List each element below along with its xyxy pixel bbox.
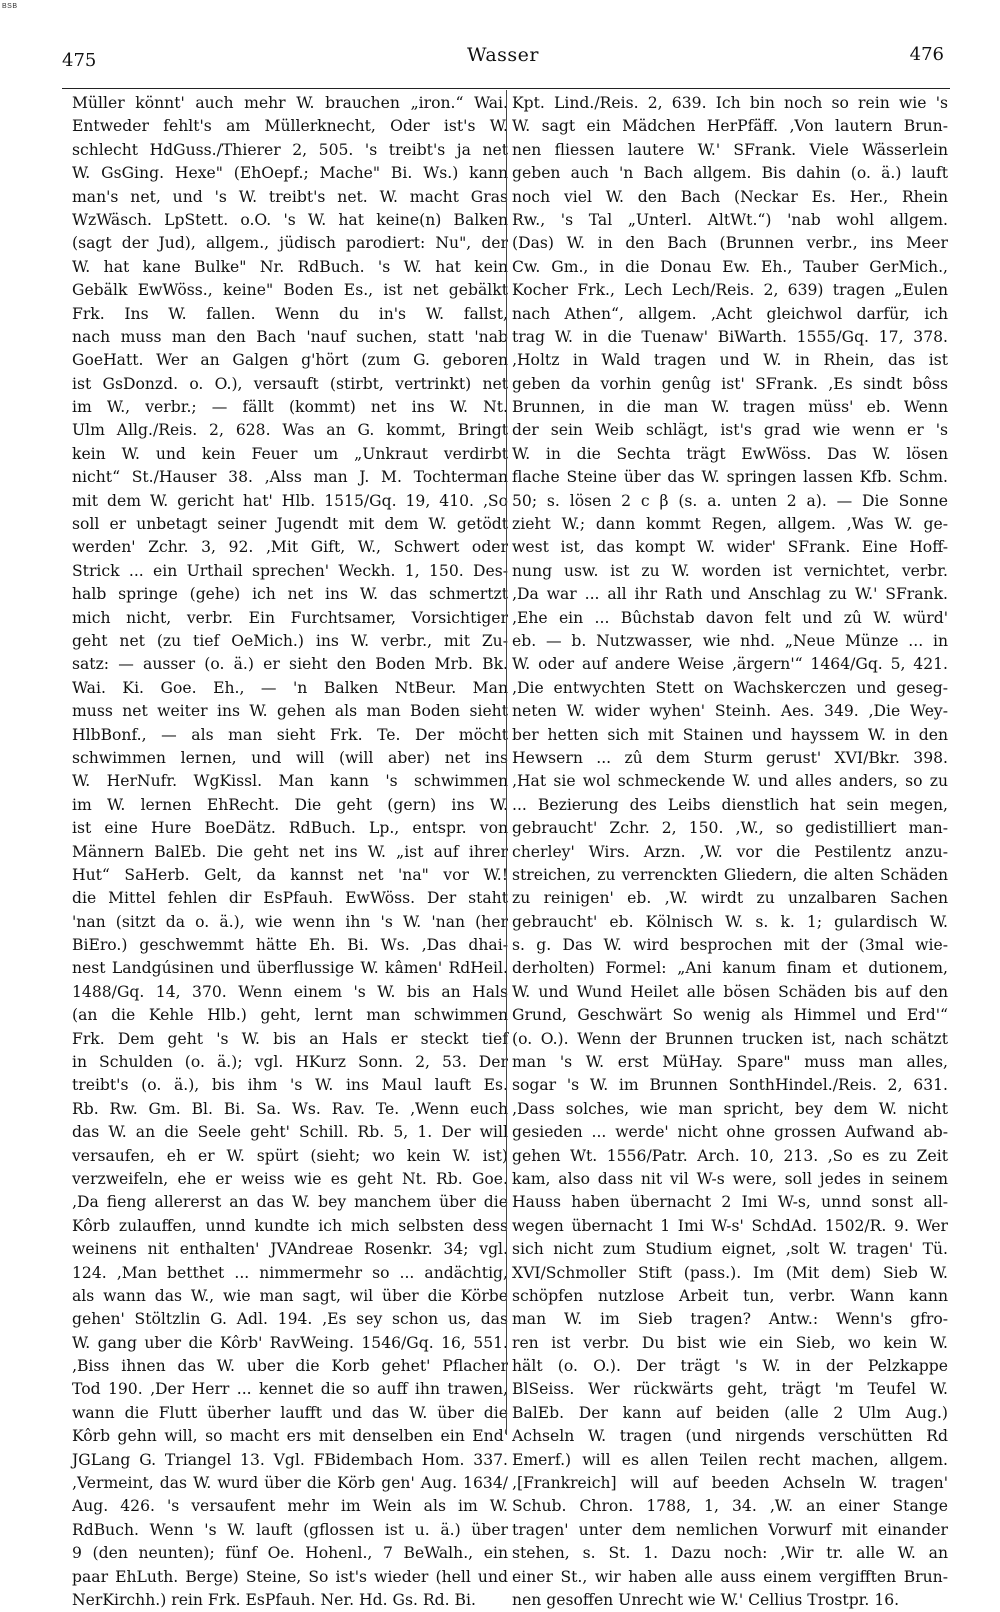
text-line: 9 (den neunten); fünf Oe. Hohenl., 7 BeWalh., ein	[72, 1544, 508, 1563]
text-line: (Das) W. in den Bach (Brunnen verbr., ins Meer	[512, 234, 948, 253]
text-line: W. hat kane Bulke" Nr. RdBuch. 's W. hat kein	[72, 257, 508, 276]
text-line: geht net (zu tief OeMich.) ins W. verbr., mit Zu-	[72, 631, 508, 650]
right-column	[512, 92, 948, 1609]
text-line: im W., verbr.; — fällt (kommt) net ins W. Nt.	[72, 398, 508, 417]
text-line: 124. ‚Man betthet ... nimmermehr so ... andächtig,	[72, 1263, 508, 1282]
text-line: trag W. in die Tuenaw' BiWarth. 1555/Gq. 17, 378.	[512, 327, 948, 346]
text-line: eb. — b. Nutzwasser, wie nhd. „Neue Münze ... in	[512, 631, 948, 650]
text-line: gehen Wt. 1556/Patr. Arch. 10, 213. ‚So es zu Zeit	[512, 1146, 948, 1165]
text-line: Schub. Chron. 1788, 1, 34. ‚W. an einer Stange	[512, 1497, 948, 1516]
text-line: ist eine Hure BoeDätz. RdBuch. Lp., entspr. von	[72, 819, 508, 838]
text-line: nung usw. ist zu W. worden ist vernichtet, verbr.	[512, 561, 948, 580]
text-line: zu reinigen' eb. ‚W. wirdt zu unzalbaren Sachen	[512, 889, 948, 908]
text-line: noch viel W. den Bach (Neckar Es. Her., Rhein	[512, 187, 948, 206]
text-line: geben da vorhin genûg ist' SFrank. ‚Es sindt bôss	[512, 374, 948, 393]
text-line: halb springe (gehe) ich net ins W. das schmertzt	[72, 585, 508, 604]
text-line: GoeHatt. Wer an Galgen g'hört (zum G. geboren	[72, 351, 508, 370]
text-line: Achseln W. tragen (und nirgends verschütten Rd	[512, 1427, 948, 1446]
text-line: Rb. Rw. Gm. Bl. Bi. Sa. Ws. Rav. Te. ‚Wenn euch	[72, 1099, 508, 1118]
text-line: ‚Da fieng allererst an das W. bey manchem über die	[72, 1193, 508, 1212]
text-line: in Schulden (o. ä.); vgl. HKurz Sonn. 2, 53. Der	[72, 1053, 508, 1072]
text-line: Gebälk EwWöss., keine" Boden Es., ist net gebälkt	[72, 281, 508, 300]
text-line: Kocher Frk., Lech Lech/Reis. 2, 639) tragen „Eulen	[512, 281, 948, 300]
text-line: Rw., 's Tal „Unterl. AltWt.“) 'nab wohl allgem.	[512, 210, 948, 229]
text-line: sogar 's W. im Brunnen SonthHindel./Reis. 2, 631.	[512, 1076, 948, 1095]
text-line: neten W. wider wyhen' Steinh. Aes. 349. ‚Die Wey-	[512, 702, 948, 721]
text-line: Männern BalEb. Die geht net ins W. „ist auf ihrer	[72, 842, 508, 861]
text-line: BiEro.) geschwemmt hätte Eh. Bi. Ws. ‚Das dhai-	[72, 936, 508, 955]
text-line: BalEb. Der kann auf beiden (alle 2 Ulm Aug.)	[512, 1403, 948, 1422]
text-line: kam, also dass nit vil W-s were, soll jedes in seinem	[512, 1169, 948, 1188]
text-line: gebraucht' Zchr. 2, 150. ‚W., so gedistilliert man-	[512, 819, 948, 838]
text-line: nach Athen“, allgem. ‚Acht gleichwol darfür, ich	[512, 304, 948, 323]
text-line: man's net, und 's W. treibt's net. W. macht Gras	[72, 187, 508, 206]
text-line: ‚Dass solches, wie man spricht, bey dem W. nicht	[512, 1099, 948, 1118]
text-line: Kpt. Lind./Reis. 2, 639. Ich bin noch so rein wie 's	[512, 94, 948, 112]
text-line: mit dem W. gericht hat' Hlb. 1515/Gq. 19, 410. ‚So	[72, 491, 508, 510]
text-line: kein W. und kein Feuer um „Unkraut verdirbt	[72, 444, 508, 463]
text-line: Aug. 426. 's versaufent mehr im Wein als im W.	[72, 1497, 508, 1516]
text-line: ‚Holtz in Wald tragen und W. in Rhein, das ist	[512, 351, 948, 370]
page-number-left: 475	[62, 50, 97, 71]
page-number-right: 476	[909, 44, 944, 65]
text-line: W. gang uber die Kôrb' RavWeing. 1546/Gq. 16, 551.	[72, 1333, 508, 1352]
text-line: WzWäsch. LpStett. o.O. 's W. hat keine(n) Balken	[72, 210, 508, 229]
text-line: satz: — ausser (o. ä.) er sieht den Boden Mrb. Bk.	[72, 655, 508, 674]
text-line: als wann das W., wie man sagt, wil über die Körbe	[72, 1286, 508, 1305]
text-line: ist GsDonzd. o. O.), versauft (stirbt, vertrinkt) net	[72, 374, 508, 393]
text-line: Hauss haben übernacht 2 Imi W-s, unnd sonst all-	[512, 1193, 948, 1212]
text-line: 50; s. lösen 2 c β (s. a. unten 2 a). — Die Sonne	[512, 491, 948, 510]
text-line: weinens nit enthalten' JVAndreae Rosenkr. 34; vgl.	[72, 1240, 508, 1259]
header-rule	[62, 88, 950, 89]
column-divider	[506, 90, 507, 1435]
text-line: ... Bezierung des Leibs dienstlich hat sein megen,	[512, 795, 948, 814]
text-line: muss net weiter ins W. gehen als man Boden sieht	[72, 702, 508, 721]
text-line: das W. an die Seele geht' Schill. Rb. 5, 1. Der will	[72, 1123, 508, 1142]
text-line: (sagt der Jud), allgem., jüdisch parodiert: Nu", der	[72, 234, 508, 253]
text-line: W. GsGing. Hexe" (EhOepf.; Mache" Bi. Ws.) kann	[72, 164, 508, 183]
text-line: ‚[Frankreich] will auf beeden Achseln W. tragen'	[512, 1474, 948, 1493]
text-line: soll er unbetagt seiner Jugendt mit dem W. getödt	[72, 515, 508, 534]
text-line: einer St., wir haben alle auss einem vergifften Brun-	[512, 1567, 948, 1586]
text-line: Entweder fehlt's am Müllerknecht, Oder ist's W.	[72, 117, 508, 136]
text-line: geben auch 'n Bach allgem. Bis dahin (o. ä.) lauft	[512, 164, 948, 183]
text-line: derholten) Formel: „Ani kanum finam et dutionem,	[512, 959, 948, 978]
text-line: im W. lernen EhRecht. Die geht (gern) ins W.	[72, 795, 508, 814]
text-line: Hut“ SaHerb. Gelt, da kannst net 'na" vor W.!	[72, 865, 508, 884]
text-line: Emerf.) will es allen Teilen recht machen, allgem.	[512, 1450, 948, 1469]
text-line: stehen, s. St. 1. Dazu noch: ‚Wir tr. alle W. an	[512, 1544, 948, 1563]
library-watermark: BSB	[2, 3, 18, 10]
text-line: Brunnen, in die man W. tragen müss' eb. Wenn	[512, 398, 948, 417]
text-line: Frk. Ins W. fallen. Wenn du in's W. fallst,	[72, 304, 508, 323]
text-line: gehen' Stöltzlin G. Adl. 194. ‚Es sey schon us, das	[72, 1310, 508, 1329]
text-line: versaufen, eh er W. spürt (sieht; wo kein W. ist)	[72, 1146, 508, 1165]
text-line: verzweifeln, ehe er weiss wie es geht Nt. Rb. Goe.	[72, 1169, 508, 1188]
text-line: Frk. Dem geht 's W. bis an Hals er steckt tief	[72, 1029, 508, 1048]
text-line: W. HerNufr. WgKissl. Man kann 's schwimmen	[72, 772, 508, 791]
text-line: man 's W. erst MüHay. Spare" muss man alles,	[512, 1053, 948, 1072]
text-line: W. oder auf andere Weise ‚ärgern'“ 1464/Gq. 5, 421.	[512, 655, 948, 674]
text-line: paar EhLuth. Berge) Steine, So ist's wieder (hell und	[72, 1567, 508, 1586]
text-line: werden' Zchr. 3, 92. ‚Mit Gift, W., Schwert oder	[72, 538, 508, 557]
page-header	[62, 42, 944, 82]
text-line: Hewsern ... zû dem Sturm gerust' XVI/Bkr. 398.	[512, 748, 948, 767]
text-line: NerKirchh.) rein Frk. EsPfauh. Ner. Hd. Gs. Rd. Bi.	[72, 1591, 476, 1609]
text-line: ‚Die entwychten Stett on Wachskerczen und geseg-	[512, 678, 948, 697]
text-line: W. und Wund Heilet alle bösen Schäden bis auf den	[512, 982, 948, 1001]
text-line: gesieden ... werde' nicht ohne grossen Aufwand ab-	[512, 1123, 948, 1142]
text-line: W. sagt ein Mädchen HerPfäff. ‚Von lautern Brun-	[512, 117, 948, 136]
text-line: man W. im Sieb tragen? Antw.: Wenn's gfro-	[512, 1310, 948, 1329]
text-line: tragen' unter dem nemlichen Vorwurf mit einander	[512, 1520, 948, 1539]
text-line: Müller könnt' auch mehr W. brauchen „iron.“ Wai.	[72, 94, 508, 112]
text-line: treibt's (o. ä.), bis ihm 's W. ins Maul lauft Es.	[72, 1076, 508, 1095]
text-line: ren ist verbr. Du bist wie ein Sieb, wo kein W.	[512, 1333, 948, 1352]
text-line: Kôrb gehn will, so macht ers mit denselben ein End'	[72, 1427, 508, 1446]
text-line: flache Steine über das W. springen lassen Kfb. Schm.	[512, 468, 948, 487]
text-line: schwimmen lernen, und will (will aber) net ins	[72, 748, 508, 767]
text-line: nest Landgúsinen und überflussige W. kâmen' RdHeil.	[72, 959, 508, 978]
text-line: (o. O.). Wenn der Brunnen trucken ist, nach schätzt	[512, 1029, 948, 1048]
text-line: gebraucht' eb. Kölnisch W. s. k. 1; gulardisch W.	[512, 912, 948, 931]
text-line: schöpfen nutzlose Arbeit tun, verbr. Wann kann	[512, 1286, 948, 1305]
text-line: west ist, das kompt W. wider' SFrank. Eine Hoff-	[512, 538, 948, 557]
text-line: hält (o. O.). Der trägt 's W. in der Pelzkappe	[512, 1357, 948, 1376]
text-line: HlbBonf., — als man sieht Frk. Te. Der möcht	[72, 725, 508, 744]
left-column	[72, 92, 508, 1609]
text-line: s. g. Das W. wird besprochen mit der (3mal wie-	[512, 936, 948, 955]
text-line: Kôrb zulauffen, unnd kundte ich mich selbsten dess	[72, 1216, 508, 1235]
text-line: BlSeiss. Wer rückwärts geht, trägt 'm Teufel W.	[512, 1380, 948, 1399]
text-line: ‚Da war ... all ihr Rath und Anschlag zu W.' SFrank.	[512, 585, 948, 604]
text-line: Tod 190. ‚Der Herr ... kennet die so auff ihn trawen,	[72, 1380, 508, 1399]
text-line: schlecht HdGuss./Thierer 2, 505. 's treibt's ja net	[72, 140, 508, 159]
text-line: W. in die Sechta trägt EwWöss. Das W. lösen	[512, 444, 948, 463]
text-line: ‚Hat sie wol schmeckende W. und alles anders, so zu	[512, 772, 948, 791]
text-line: Grund, Geschwärt So wenig als Himmel und Erd'“	[512, 1006, 948, 1025]
text-line: ber hetten sich mit Stainen und hayssem W. in den	[512, 725, 948, 744]
text-line: cherley' Wirs. Arzn. ‚W. vor die Pestilentz anzu-	[512, 842, 948, 861]
text-line: (an die Kehle Hlb.) geht, lernt man schwimmen	[72, 1006, 508, 1025]
text-line: nicht“ St./Hauser 38. ‚Alss man J. M. Tochterman	[72, 468, 508, 487]
text-line: der sein Weib schlägt, ist's grad wie wenn er 's	[512, 421, 948, 440]
text-line: wegen übernacht 1 Imi W-s' SchdAd. 1502/R. 9. Wer	[512, 1216, 948, 1235]
text-line: sich nicht zum Studium eignet, ‚solt W. tragen' Tü.	[512, 1240, 948, 1259]
text-line: Ulm Allg./Reis. 2, 628. Was an G. kommt, Bringt	[72, 421, 508, 440]
text-line: ‚Biss ihnen das W. uber die Korb gehet' Pflacher	[72, 1357, 508, 1376]
text-line: Wai. Ki. Goe. Eh., — 'n Balken NtBeur. Man	[72, 678, 508, 697]
text-line: 'nan (sitzt da o. ä.), wie wenn ihn 's W. 'nan (her	[72, 912, 508, 931]
text-line: ‚Vermeint, das W. wurd über die Körb gen' Aug. 1634/	[72, 1474, 508, 1493]
text-line: XVI/Schmoller Stift (pass.). Im (Mit dem) Sieb W.	[512, 1263, 948, 1282]
text-line: RdBuch. Wenn 's W. lauft (gflossen ist u. ä.) über	[72, 1520, 508, 1539]
text-line: nach muss man den Bach 'nauf suchen, statt 'nab	[72, 327, 508, 346]
running-headword: Wasser	[466, 44, 540, 66]
text-line: Cw. Gm., in die Donau Ew. Eh., Tauber GerMich.,	[512, 257, 948, 276]
text-line: 1488/Gq. 14, 370. Wenn einem 's W. bis an Hals	[72, 982, 508, 1001]
text-line: streichen, zu verrenckten Gliedern, die alten Schäden	[512, 865, 948, 884]
text-line: Strick ... ein Urthail sprechen' Weckh. 1, 150. Des-	[72, 561, 508, 580]
text-line: JGLang G. Triangel 13. Vgl. FBidembach Hom. 337.	[72, 1450, 508, 1469]
text-line: mich nicht, verbr. Ein Furchtsamer, Vorsichtiger	[72, 608, 508, 627]
text-line: nen fliessen lautere W.' SFrank. Viele Wässerlein	[512, 140, 948, 159]
text-line: die Mittel fehlen dir EsPfauh. EwWöss. Der staht	[72, 889, 508, 908]
text-line: nen gesoffen Unrecht wie W.' Cellius Trostpr. 16.	[512, 1591, 900, 1609]
text-line: zieht W.; dann kommt Regen, allgem. ‚Was W. ge-	[512, 515, 948, 534]
text-line: ‚Ehe ein ... Bûchstab davon felt und zû W. würd'	[512, 608, 948, 627]
text-line: wann die Flutt überher laufft und das W. über die	[72, 1403, 508, 1422]
